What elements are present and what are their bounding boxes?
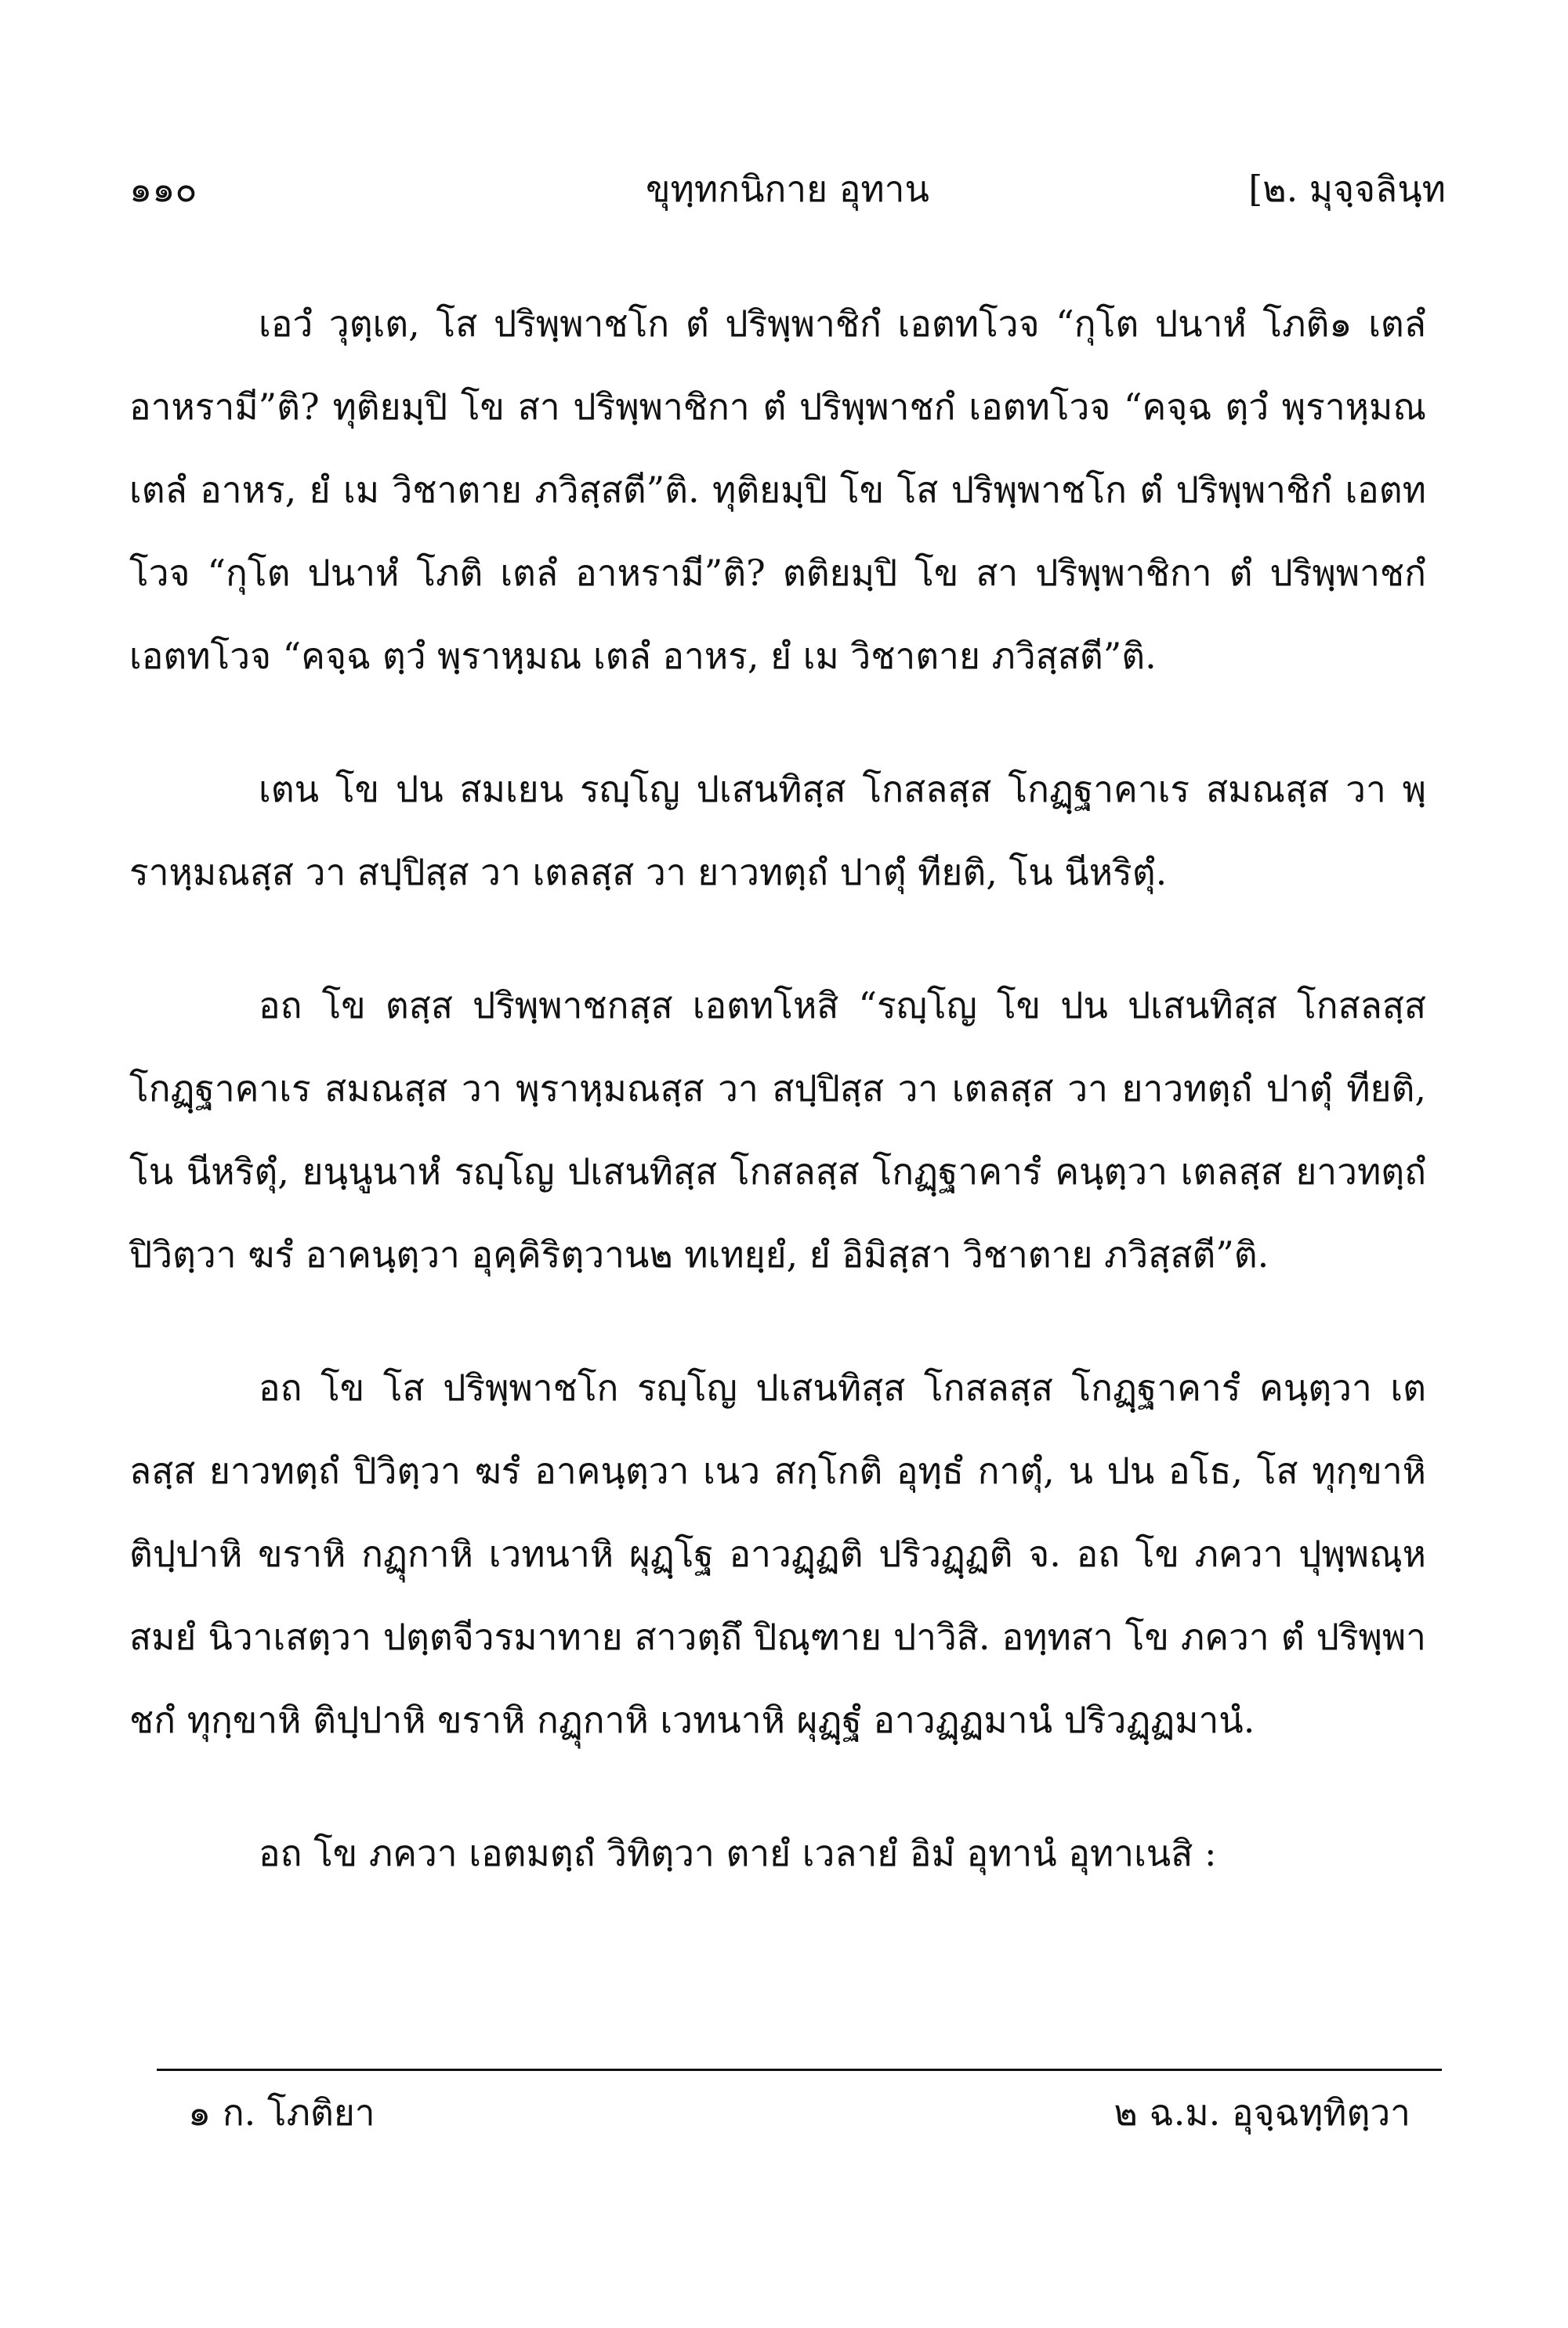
- page-header: [129, 161, 1446, 223]
- body-text: [129, 282, 1426, 1945]
- paragraph: อถ โข ภควา เอตมตฺถํ วิทิตฺวา ตายํ เวลายํ อิมํ อุทานํ อุทาเนสิ :: [259, 1832, 1217, 1874]
- footnote-1: ๑ ก. โภติยา: [188, 2091, 375, 2134]
- running-title: ขุทฺทกนิกาย อุทาน: [646, 168, 929, 210]
- footnote-2: ๒ ฉ.ม. อุจฺฉทฺทิตฺวา: [1114, 2091, 1410, 2134]
- footnote-divider: [157, 2069, 1442, 2071]
- paragraph: เตน โข ปน สมเยน รญฺโญ ปเสนทิสฺส โกสลสฺส โกฏฺฐาคาเร สมณสฺส วา พฺราหฺมณสฺส วา สปฺปิสฺส วา เตลสฺส วา ยาวทตฺถํ ปาตุํ ทียติ, โน นีหริตุํ.: [129, 768, 1426, 893]
- paragraph: อถ โข ตสฺส ปริพฺพาชกสฺส เอตทโหสิ “รญฺโญ โข ปน ปเสนทิสฺส โกสลสฺส โกฏฺฐาคาเร สมณสฺส วา พฺราหฺมณสฺส วา สปฺปิสฺส วา เตลสฺส วา ยาวทตฺถํ ปาตุํ ทียติ, โน นีหริตุํ, ยนฺนูนาหํ รญฺโญ ปเสนทิสฺส โกสลสฺส โกฏฺฐาคารํ คนฺตฺวา เตลสฺส ยาวทตฺถํ ปิวิตฺวา ฆรํ อาคนฺตฺวา อุคฺคิริตฺวาน๒ ทเทยฺยํ, ยํ อิมิสฺสา วิชาตาย ภวิสฺสตี”ติ.: [129, 984, 1426, 1276]
- paragraph: เอวํ วุตฺเต, โส ปริพฺพาชโก ตํ ปริพฺพาชิกํ เอตทโวจ “กุโต ปนาหํ โภติ๑ เตลํ อาหรามี”ติ? ทุติยมฺปิ โข สา ปริพฺพาชิกา ตํ ปริพฺพาชกํ เอตทโวจ “คจฺฉ ตฺวํ พฺราหฺมณ เตลํ อาหร, ยํ เม วิชาตาย ภวิสฺสตี”ติ. ทุติยมฺปิ โข โส ปริพฺพาชโก ตํ ปริพฺพาชิกํ เอตทโวจ “กุโต ปนาหํ โภติ เตลํ อาหรามี”ติ? ตติยมฺปิ โข สา ปริพฺพาชิกา ตํ ปริพฺพาชกํ เอตทโวจ “คจฺฉ ตฺวํ พฺราหฺมณ เตลํ อาหร, ยํ เม วิชาตาย ภวิสฺสตี”ติ.: [129, 302, 1427, 677]
- paragraph: อถ โข โส ปริพฺพาชโก รญฺโญ ปเสนทิสฺส โกสลสฺส โกฏฺฐาคารํ คนฺตฺวา เตลสฺส ยาวทตฺถํ ปิวิตฺวา ฆรํ อาคนฺตฺวา เนว สกฺโกติ อุทฺธํ กาตุํ, น ปน อโธ, โส ทุกฺขาหิ ติปฺปาหิ ขราหิ กฏุกาหิ เวทนาหิ ผุฏฺโฐ อาวฏฺฏติ ปริวฏฺฏติ จ. อถ โข ภควา ปุพฺพณฺหสมยํ นิวาเสตฺวา ปตฺตจีวรมาทาย สาวตฺถึ ปิณฺฑาย ปาวิสิ. อทฺทสา โข ภควา ตํ ปริพฺพาชกํ ทุกฺขาหิ ติปฺปาหิ ขราหิ กฏุกาหิ เวทนาหิ ผุฏฺฐํ อาวฏฺฏมานํ ปริวฏฺฏมานํ.: [129, 1367, 1426, 1741]
- page-number: ๑๑๐: [129, 168, 197, 210]
- section-label: [๒. มุจฺจลินฺท: [1248, 168, 1446, 210]
- footnotes: [188, 2084, 1410, 2155]
